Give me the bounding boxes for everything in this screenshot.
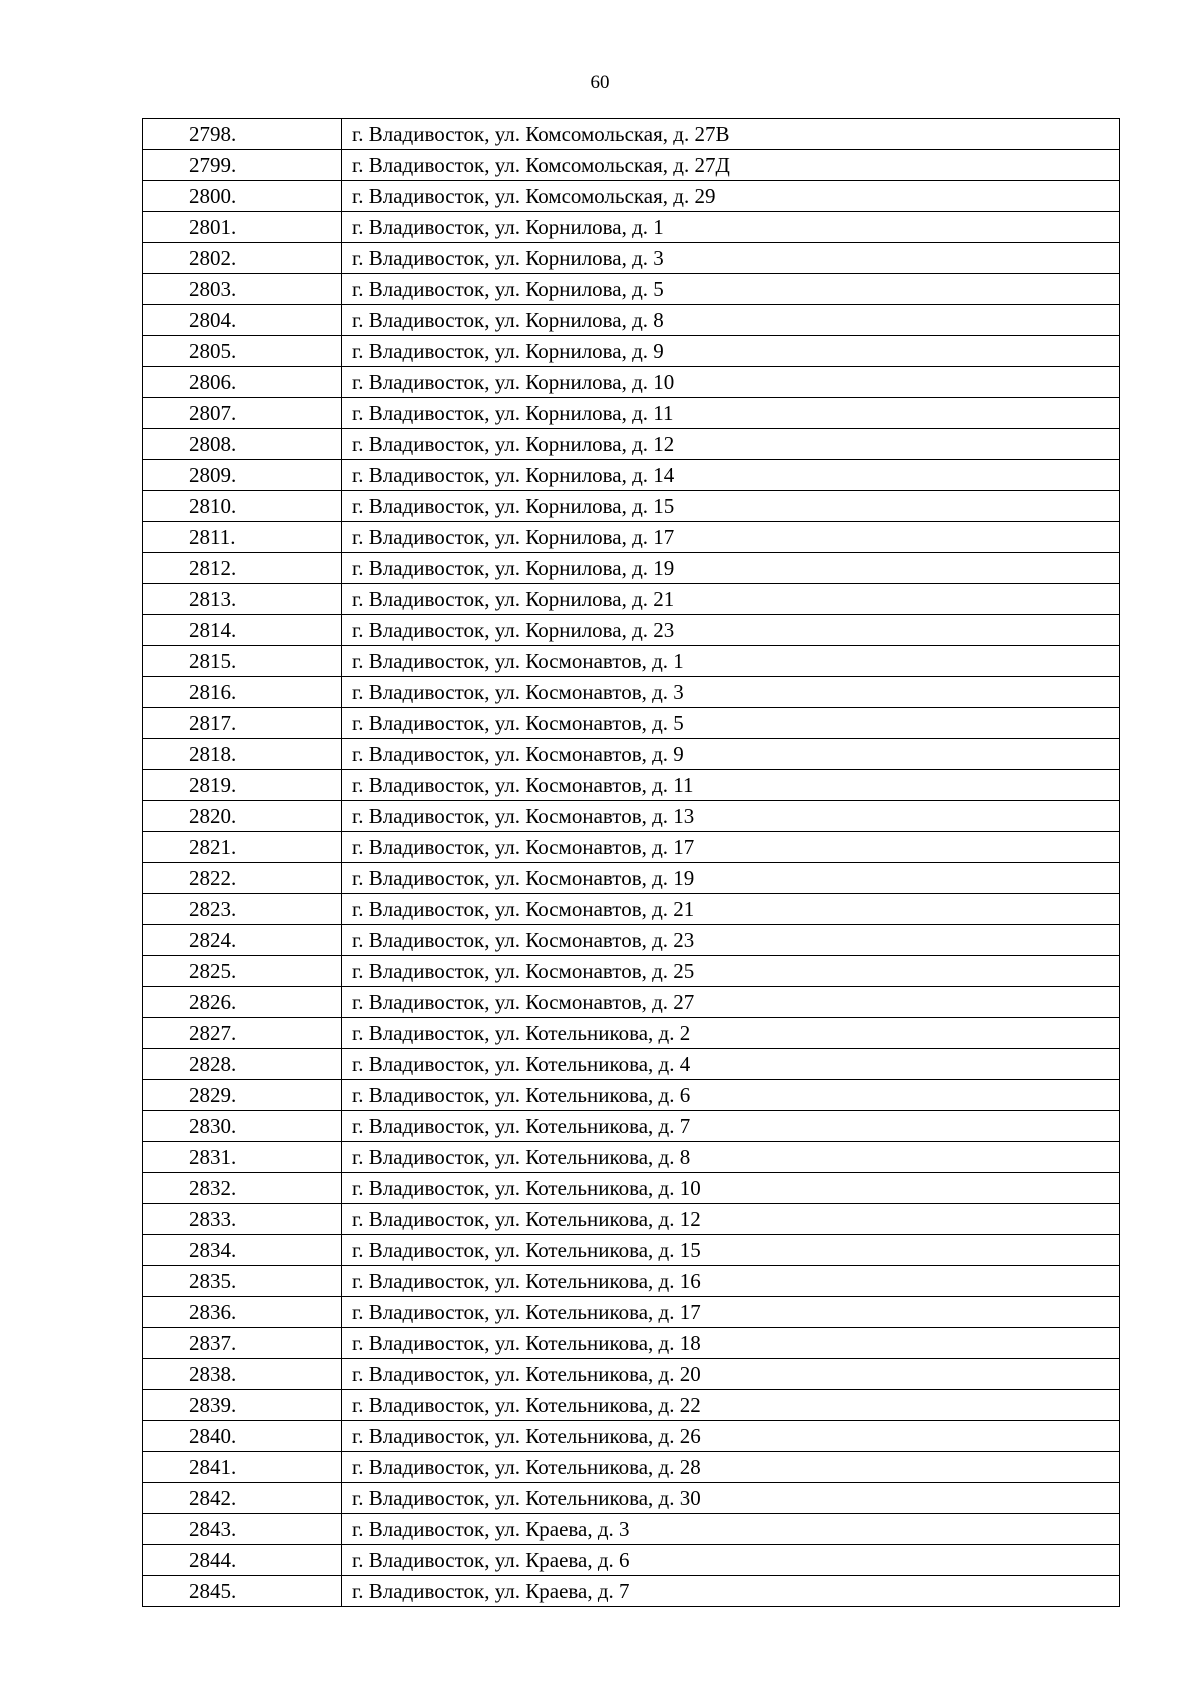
row-address: г. Владивосток, ул. Космонавтов, д. 5 [342, 708, 1120, 739]
table-row [143, 1514, 1120, 1545]
row-address: г. Владивосток, ул. Корнилова, д. 9 [342, 336, 1120, 367]
row-number: 2812. [143, 553, 342, 584]
row-address: г. Владивосток, ул. Космонавтов, д. 13 [342, 801, 1120, 832]
table-row [143, 1328, 1120, 1359]
row-address: г. Владивосток, ул. Космонавтов, д. 11 [342, 770, 1120, 801]
row-number: 2817. [143, 708, 342, 739]
row-number: 2837. [143, 1328, 342, 1359]
address-table-body [143, 119, 1120, 1607]
row-number: 2819. [143, 770, 342, 801]
table-row [143, 1483, 1120, 1514]
table-row [143, 1049, 1120, 1080]
row-address: г. Владивосток, ул. Космонавтов, д. 3 [342, 677, 1120, 708]
table-row [143, 1452, 1120, 1483]
table-row [143, 801, 1120, 832]
row-address: г. Владивосток, ул. Корнилова, д. 17 [342, 522, 1120, 553]
row-number: 2838. [143, 1359, 342, 1390]
table-row [143, 1576, 1120, 1607]
row-number: 2818. [143, 739, 342, 770]
row-address: г. Владивосток, ул. Космонавтов, д. 23 [342, 925, 1120, 956]
table-row [143, 1359, 1120, 1390]
row-number: 2822. [143, 863, 342, 894]
table-row [143, 491, 1120, 522]
table-row [143, 1204, 1120, 1235]
row-address: г. Владивосток, ул. Корнилова, д. 12 [342, 429, 1120, 460]
row-address: г. Владивосток, ул. Краева, д. 7 [342, 1576, 1120, 1607]
row-address: г. Владивосток, ул. Корнилова, д. 5 [342, 274, 1120, 305]
row-number: 2802. [143, 243, 342, 274]
row-number: 2830. [143, 1111, 342, 1142]
row-address: г. Владивосток, ул. Краева, д. 6 [342, 1545, 1120, 1576]
row-number: 2841. [143, 1452, 342, 1483]
row-number: 2798. [143, 119, 342, 150]
table-row [143, 1018, 1120, 1049]
table-row [143, 615, 1120, 646]
row-address: г. Владивосток, ул. Корнилова, д. 1 [342, 212, 1120, 243]
row-number: 2836. [143, 1297, 342, 1328]
row-address: г. Владивосток, ул. Космонавтов, д. 1 [342, 646, 1120, 677]
row-address: г. Владивосток, ул. Корнилова, д. 14 [342, 460, 1120, 491]
table-row [143, 584, 1120, 615]
row-address: г. Владивосток, ул. Котельникова, д. 8 [342, 1142, 1120, 1173]
row-address: г. Владивосток, ул. Комсомольская, д. 29 [342, 181, 1120, 212]
row-address: г. Владивосток, ул. Корнилова, д. 10 [342, 367, 1120, 398]
row-address: г. Владивосток, ул. Краева, д. 3 [342, 1514, 1120, 1545]
row-number: 2828. [143, 1049, 342, 1080]
table-row [143, 243, 1120, 274]
row-address: г. Владивосток, ул. Котельникова, д. 22 [342, 1390, 1120, 1421]
row-address: г. Владивосток, ул. Корнилова, д. 3 [342, 243, 1120, 274]
row-number: 2799. [143, 150, 342, 181]
row-number: 2832. [143, 1173, 342, 1204]
row-address: г. Владивосток, ул. Корнилова, д. 21 [342, 584, 1120, 615]
row-number: 2811. [143, 522, 342, 553]
table-row [143, 1235, 1120, 1266]
row-address: г. Владивосток, ул. Котельникова, д. 4 [342, 1049, 1120, 1080]
table-row [143, 832, 1120, 863]
row-address: г. Владивосток, ул. Корнилова, д. 23 [342, 615, 1120, 646]
table-row [143, 956, 1120, 987]
row-address: г. Владивосток, ул. Котельникова, д. 20 [342, 1359, 1120, 1390]
row-address: г. Владивосток, ул. Корнилова, д. 8 [342, 305, 1120, 336]
table-row [143, 1545, 1120, 1576]
row-address: г. Владивосток, ул. Котельникова, д. 26 [342, 1421, 1120, 1452]
table-row [143, 460, 1120, 491]
table-row [143, 894, 1120, 925]
row-number: 2821. [143, 832, 342, 863]
table-row [143, 336, 1120, 367]
row-address: г. Владивосток, ул. Космонавтов, д. 21 [342, 894, 1120, 925]
table-row [143, 367, 1120, 398]
table-row [143, 553, 1120, 584]
row-number: 2816. [143, 677, 342, 708]
table-row [143, 1297, 1120, 1328]
row-address: г. Владивосток, ул. Космонавтов, д. 25 [342, 956, 1120, 987]
table-row [143, 1142, 1120, 1173]
row-number: 2845. [143, 1576, 342, 1607]
row-address: г. Владивосток, ул. Котельникова, д. 12 [342, 1204, 1120, 1235]
table-row [143, 305, 1120, 336]
table-row [143, 1111, 1120, 1142]
row-number: 2827. [143, 1018, 342, 1049]
row-number: 2807. [143, 398, 342, 429]
table-row [143, 1266, 1120, 1297]
table-row [143, 863, 1120, 894]
table-row [143, 1080, 1120, 1111]
row-number: 2824. [143, 925, 342, 956]
row-number: 2835. [143, 1266, 342, 1297]
row-address: г. Владивосток, ул. Котельникова, д. 15 [342, 1235, 1120, 1266]
table-row [143, 987, 1120, 1018]
row-number: 2809. [143, 460, 342, 491]
address-table [142, 118, 1120, 1607]
row-number: 2833. [143, 1204, 342, 1235]
row-number: 2815. [143, 646, 342, 677]
row-number: 2839. [143, 1390, 342, 1421]
row-address: г. Владивосток, ул. Котельникова, д. 6 [342, 1080, 1120, 1111]
row-number: 2829. [143, 1080, 342, 1111]
row-number: 2843. [143, 1514, 342, 1545]
table-row [143, 1390, 1120, 1421]
row-number: 2820. [143, 801, 342, 832]
row-address: г. Владивосток, ул. Котельникова, д. 28 [342, 1452, 1120, 1483]
table-row [143, 646, 1120, 677]
row-number: 2810. [143, 491, 342, 522]
row-address: г. Владивосток, ул. Корнилова, д. 15 [342, 491, 1120, 522]
row-number: 2800. [143, 181, 342, 212]
row-address: г. Владивосток, ул. Котельникова, д. 30 [342, 1483, 1120, 1514]
page-number: 60 [590, 72, 610, 93]
row-number: 2803. [143, 274, 342, 305]
row-number: 2801. [143, 212, 342, 243]
row-number: 2825. [143, 956, 342, 987]
table-row [143, 770, 1120, 801]
row-number: 2806. [143, 367, 342, 398]
row-address: г. Владивосток, ул. Котельникова, д. 7 [342, 1111, 1120, 1142]
table-row [143, 708, 1120, 739]
table-row [143, 677, 1120, 708]
row-address: г. Владивосток, ул. Котельникова, д. 2 [342, 1018, 1120, 1049]
table-row [143, 429, 1120, 460]
row-number: 2814. [143, 615, 342, 646]
row-address: г. Владивосток, ул. Котельникова, д. 17 [342, 1297, 1120, 1328]
table-row [143, 739, 1120, 770]
row-address: г. Владивосток, ул. Космонавтов, д. 27 [342, 987, 1120, 1018]
table-row [143, 1173, 1120, 1204]
row-address: г. Владивосток, ул. Котельникова, д. 16 [342, 1266, 1120, 1297]
row-number: 2808. [143, 429, 342, 460]
row-number: 2826. [143, 987, 342, 1018]
table-row [143, 212, 1120, 243]
row-number: 2823. [143, 894, 342, 925]
row-address: г. Владивосток, ул. Космонавтов, д. 19 [342, 863, 1120, 894]
row-address: г. Владивосток, ул. Корнилова, д. 19 [342, 553, 1120, 584]
row-number: 2805. [143, 336, 342, 367]
row-address: г. Владивосток, ул. Комсомольская, д. 27Д [342, 150, 1120, 181]
row-number: 2804. [143, 305, 342, 336]
row-address: г. Владивосток, ул. Комсомольская, д. 27В [342, 119, 1120, 150]
row-number: 2844. [143, 1545, 342, 1576]
table-row [143, 925, 1120, 956]
row-number: 2840. [143, 1421, 342, 1452]
row-address: г. Владивосток, ул. Котельникова, д. 10 [342, 1173, 1120, 1204]
table-row [143, 1421, 1120, 1452]
table-row [143, 398, 1120, 429]
row-address: г. Владивосток, ул. Корнилова, д. 11 [342, 398, 1120, 429]
table-row [143, 119, 1120, 150]
table-row [143, 150, 1120, 181]
row-address: г. Владивосток, ул. Космонавтов, д. 17 [342, 832, 1120, 863]
row-address: г. Владивосток, ул. Космонавтов, д. 9 [342, 739, 1120, 770]
row-number: 2834. [143, 1235, 342, 1266]
row-number: 2842. [143, 1483, 342, 1514]
table-row [143, 181, 1120, 212]
table-row [143, 274, 1120, 305]
row-address: г. Владивосток, ул. Котельникова, д. 18 [342, 1328, 1120, 1359]
row-number: 2813. [143, 584, 342, 615]
table-row [143, 522, 1120, 553]
row-number: 2831. [143, 1142, 342, 1173]
